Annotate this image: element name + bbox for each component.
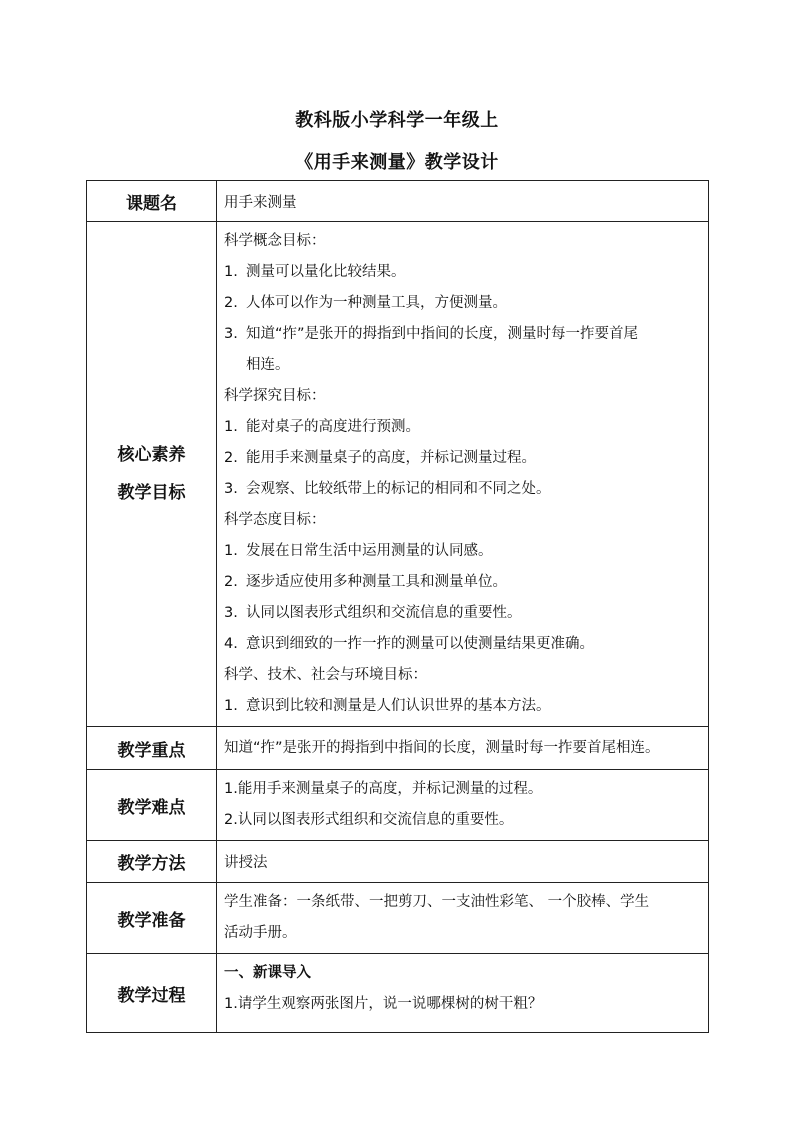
table-row-difficulty [87,770,709,841]
topic-value: 用手来测量 [217,181,709,222]
list-item-text: 认同以图表形式组织和交流信息的重要性。 [246,605,522,621]
list-item-text: 会观察、比较纸带上的标记的相同和不同之处。 [246,481,551,497]
list-item-number: 2. [224,450,238,466]
list-item [224,257,702,288]
list-item [224,567,702,598]
table-row-key-point [87,727,709,770]
difficulty-line-1: 1.能用手来测量桌子的高度，并标记测量的过程。 [224,781,543,797]
document-subtitle: 《用手来测量》教学设计 [295,152,499,173]
list-item-number: 3. [224,481,238,497]
goals-section-heading: 科学探究目标： [224,388,326,404]
list-item [224,536,702,567]
list-item [224,474,702,505]
difficulty-line-2: 2.认同以图表形式组织和交流信息的重要性。 [224,812,514,828]
list-item-number: 1. [224,264,238,280]
process-line-1: 1.请学生观察两张图片，说一说哪棵树的树干粗？ [224,996,543,1012]
list-item-number: 2. [224,295,238,311]
list-item-text: 能用手来测量桌子的高度，并标记测量过程。 [246,450,536,466]
list-item-text: 意识到细致的一拃一拃的测量可以使测量结果更准确。 [246,636,594,652]
goals-section-heading: 科学、技术、社会与环境目标： [224,667,427,683]
goals-content [217,222,709,727]
list-item [224,288,702,319]
list-item-text: 意识到比较和测量是人们认识世界的基本方法。 [246,698,551,714]
table-row-goals [87,222,709,727]
goals-section-heading: 科学概念目标： [224,233,326,249]
method-value: 讲授法 [217,841,709,883]
list-item [224,443,702,474]
row-label-method: 教学方法 [87,841,217,883]
list-item-text: 能对桌子的高度进行预测。 [246,419,420,435]
row-label-key-point: 教学重点 [87,727,217,770]
row-label-preparation: 教学准备 [87,883,217,954]
difficulty-content [217,770,709,841]
list-item [224,319,702,350]
process-content [217,954,709,1033]
document-title: 教科版小学科学一年级上 [295,110,499,131]
list-item-text: 逐步适应使用多种测量工具和测量单位。 [246,574,507,590]
table-row-method [87,841,709,883]
lesson-plan-table [86,180,709,1033]
list-item [224,629,702,660]
preparation-content [217,883,709,954]
list-item-number: 1. [224,419,238,435]
row-label-topic: 课题名 [87,181,217,222]
list-item-text: 人体可以作为一种测量工具，方便测量。 [246,295,507,311]
list-item-text: 测量可以量化比较结果。 [246,264,406,280]
process-heading: 一、新课导入 [224,965,311,981]
key-point-value [217,727,709,770]
row-label-difficulty: 教学难点 [87,770,217,841]
list-item-text: 知道“拃”是张开的拇指到中指间的长度，测量时每一拃要首尾 [246,326,639,342]
row-label-goals-line1: 核心素养 [117,445,186,465]
list-item-number: 4. [224,636,238,652]
list-item-number: 1. [224,543,238,559]
list-item-number: 3. [224,605,238,621]
table-row-topic [87,181,709,222]
key-point-text: 知道“拃”是张开的拇指到中指间的长度，测量时每一拃要首尾相连。 [224,739,660,756]
list-item-number: 1. [224,698,238,714]
list-item [224,412,702,443]
list-item-number: 2. [224,574,238,590]
row-label-process: 教学过程 [87,954,217,1033]
list-item-text: 发展在日常生活中运用测量的认同感。 [246,543,493,559]
table-row-preparation [87,883,709,954]
goals-section-heading: 科学态度目标： [224,512,326,528]
preparation-line-1: 学生准备：一条纸带、一把剪刀、一支油性彩笔、 一个胶棒、学生 [224,894,650,910]
list-item [224,691,702,722]
row-label-goals [87,222,217,727]
list-item-continuation: 相连。 [246,357,290,373]
list-item-number: 3. [224,326,238,342]
list-item [224,598,702,629]
preparation-line-2: 活动手册。 [224,925,297,941]
row-label-goals-line2: 教学目标 [117,483,186,503]
table-row-process [87,954,709,1033]
